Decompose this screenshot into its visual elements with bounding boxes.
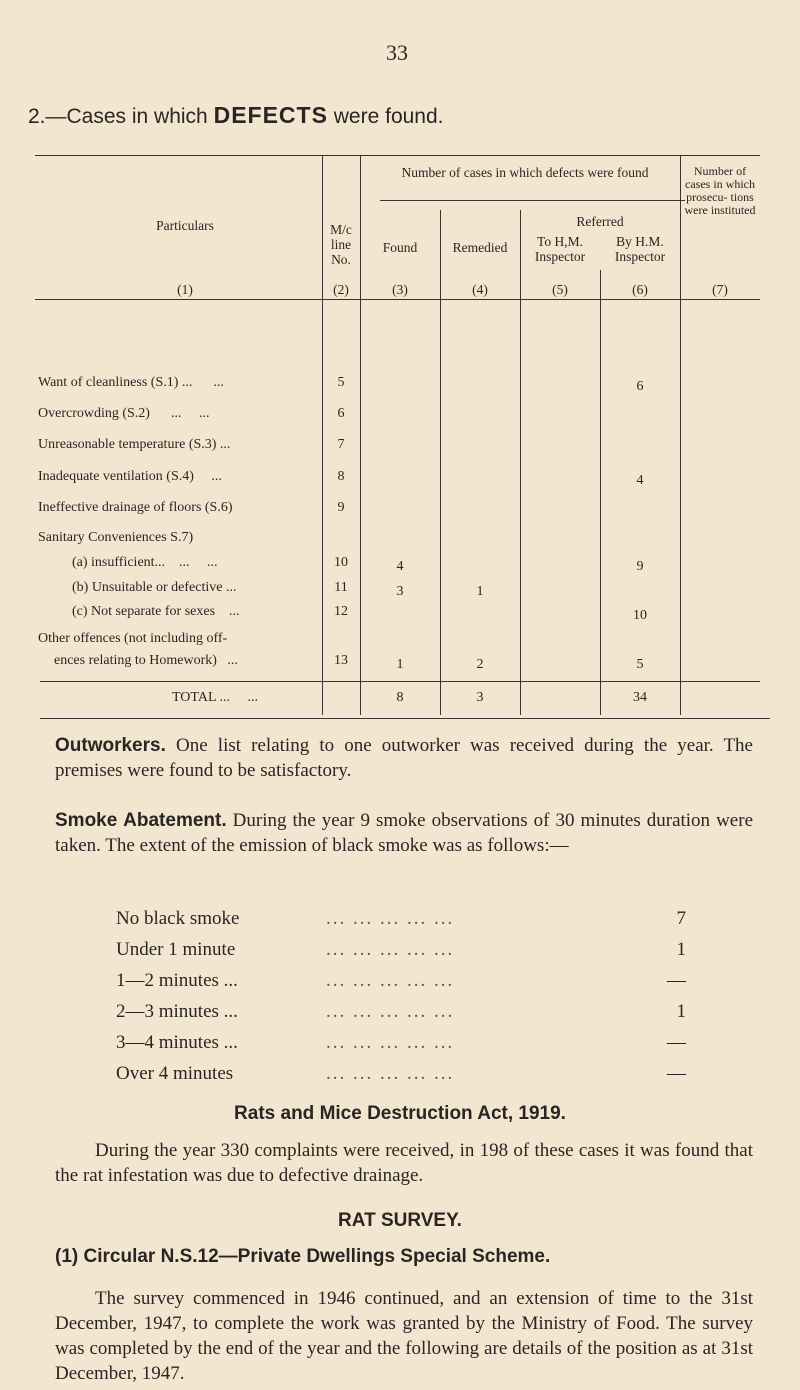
smoke-item-value: 1: [676, 1001, 686, 1022]
column-number: (6): [632, 282, 648, 297]
cell-line: 12: [334, 604, 348, 619]
header-referred: Referred: [576, 214, 624, 229]
header-rule: [35, 299, 760, 300]
smoke-item-label: 1—2 minutes ...: [116, 970, 238, 991]
header-prosecutions: Number of cases in which prosecu- tions were instituted: [684, 164, 756, 217]
total-label: TOTAL ... ...: [172, 690, 258, 705]
smoke-item-value: —: [667, 970, 686, 991]
group-rule: [380, 200, 685, 201]
total-remedied: 3: [476, 690, 484, 705]
rats-heading: Rats and Mice Destruction Act, 1919.: [234, 1103, 566, 1124]
row-label: (b) Unsuitable or defective ...: [72, 580, 237, 595]
leader-dots: ... ... ... ... ...: [326, 1063, 455, 1084]
leader-dots: ... ... ... ... ...: [326, 908, 455, 929]
smoke-list-item: [116, 1058, 686, 1089]
title-emphasis: DEFECTS: [213, 102, 328, 128]
row-label: Unreasonable temperature (S.3) ...: [38, 437, 231, 452]
column-number: (3): [392, 282, 408, 297]
col-divider: [680, 155, 681, 715]
page-number: 33: [386, 40, 408, 65]
title-prefix: 2.—Cases in which: [28, 105, 214, 128]
title-suffix: were found.: [327, 105, 444, 128]
smoke-list-item: [116, 934, 686, 965]
cell-line: 7: [337, 437, 345, 452]
row-label: (a) insufficient... ... ...: [72, 555, 218, 570]
leader-dots: ... ... ... ... ...: [326, 970, 455, 991]
smoke-item-value: —: [667, 1032, 686, 1053]
header-particulars: Particulars: [156, 218, 214, 233]
header-found: Found: [382, 240, 418, 255]
row-label: Sanitary Conveniences S.7): [38, 530, 194, 545]
cell-by: 4: [636, 473, 644, 488]
cell-line: 8: [337, 469, 345, 484]
cell-remedied: 2: [476, 657, 484, 672]
outworkers-paragraph: [55, 733, 753, 783]
table-bottom-rule: [40, 718, 770, 719]
smoke-item-label: Under 1 minute: [116, 939, 236, 960]
column-number: (7): [712, 282, 728, 297]
smoke-item-value: 1: [676, 939, 686, 960]
smoke-item-label: 2—3 minutes ...: [116, 1001, 238, 1022]
col-divider: [322, 155, 323, 715]
header-to-hm: To H,M. Inspector: [534, 234, 586, 264]
leader-dots: ... ... ... ... ...: [326, 1001, 455, 1022]
total-rule: [40, 681, 760, 682]
row-label: Want of cleanliness (S.1) ... ...: [38, 375, 224, 390]
outworkers-heading: Outworkers.: [55, 735, 166, 756]
cell-by: 9: [636, 559, 644, 574]
header-mc-line: M/c line No.: [330, 222, 352, 267]
column-number: (4): [472, 282, 488, 297]
row-label-continued: ences relating to Homework) ...: [54, 653, 238, 668]
col-divider: [360, 155, 361, 715]
cell-remedied: 1: [476, 584, 484, 599]
cell-line: 9: [337, 500, 345, 515]
smoke-item-label: No black smoke: [116, 908, 240, 929]
smoke-list-item: [116, 903, 686, 934]
cell-line: 10: [334, 555, 348, 570]
total-found: 8: [396, 690, 404, 705]
smoke-list-item: [116, 996, 686, 1027]
total-by: 34: [633, 690, 647, 705]
leader-dots: ... ... ... ... ...: [326, 939, 455, 960]
table-top-rule: [35, 155, 760, 156]
row-label: Ineffective drainage of floors (S.6): [38, 500, 233, 515]
header-remedied: Remedied: [452, 240, 508, 255]
cell-found: 1: [396, 657, 404, 672]
cell-found: 3: [396, 584, 404, 599]
column-number: (5): [552, 282, 568, 297]
smoke-heading: Smoke Abatement.: [55, 810, 227, 831]
rat-survey-paragraph: The survey commenced in 1946 continued, and an extension of time to the 31st December, 1947, to complete the work was granted by the Ministry of Food. The survey was completed by the end of the year and the following are details of the position as at 31st December, 1947.: [55, 1288, 753, 1384]
header-by-hm: By H.M. Inspector: [614, 234, 666, 264]
leader-dots: ... ... ... ... ...: [326, 1032, 455, 1053]
header-group: Number of cases in which defects were found: [401, 165, 649, 180]
row-label: Other offences (not including off-: [38, 631, 228, 646]
smoke-text: During the year 9 smoke observations of 30 minutes duration were taken. The extent of the emission of black smoke was as follows:—: [55, 810, 753, 856]
smoke-paragraph: [55, 808, 753, 858]
column-number: (2): [333, 282, 349, 297]
smoke-item-label: 3—4 minutes ...: [116, 1032, 238, 1053]
rats-paragraph: During the year 330 complaints were received, in 198 of these cases it was found that the rat infestation was due to defective drainage.: [55, 1140, 753, 1186]
cell-by: 6: [636, 379, 644, 394]
smoke-item-label: Over 4 minutes: [116, 1063, 234, 1084]
outworkers-text: One list relating to one outworker was received during the year. The premises were found to be satisfactory.: [55, 735, 753, 781]
cell-line: 5: [337, 375, 345, 390]
smoke-list-item: [116, 965, 686, 996]
cell-line: 13: [334, 653, 348, 668]
column-number: (1): [177, 282, 193, 297]
smoke-list: [116, 903, 686, 1089]
cell-by: 5: [636, 657, 644, 672]
row-label: Inadequate ventilation (S.4) ...: [38, 469, 222, 484]
rat-survey-heading: RAT SURVEY.: [338, 1210, 462, 1231]
smoke-item-value: 7: [676, 908, 686, 929]
section-title: [28, 102, 444, 129]
cell-line: 6: [337, 406, 345, 421]
cell-found: 4: [396, 559, 404, 574]
cell-line: 11: [334, 580, 348, 595]
smoke-list-item: [116, 1027, 686, 1058]
cell-by: 10: [633, 608, 647, 623]
row-label: (c) Not separate for sexes ...: [72, 604, 240, 619]
smoke-item-value: —: [667, 1063, 686, 1084]
row-label: Overcrowding (S.2) ... ...: [38, 406, 210, 421]
col-divider: [600, 270, 601, 715]
rat-survey-subheading: (1) Circular N.S.12—Private Dwellings Special Scheme.: [55, 1246, 551, 1267]
